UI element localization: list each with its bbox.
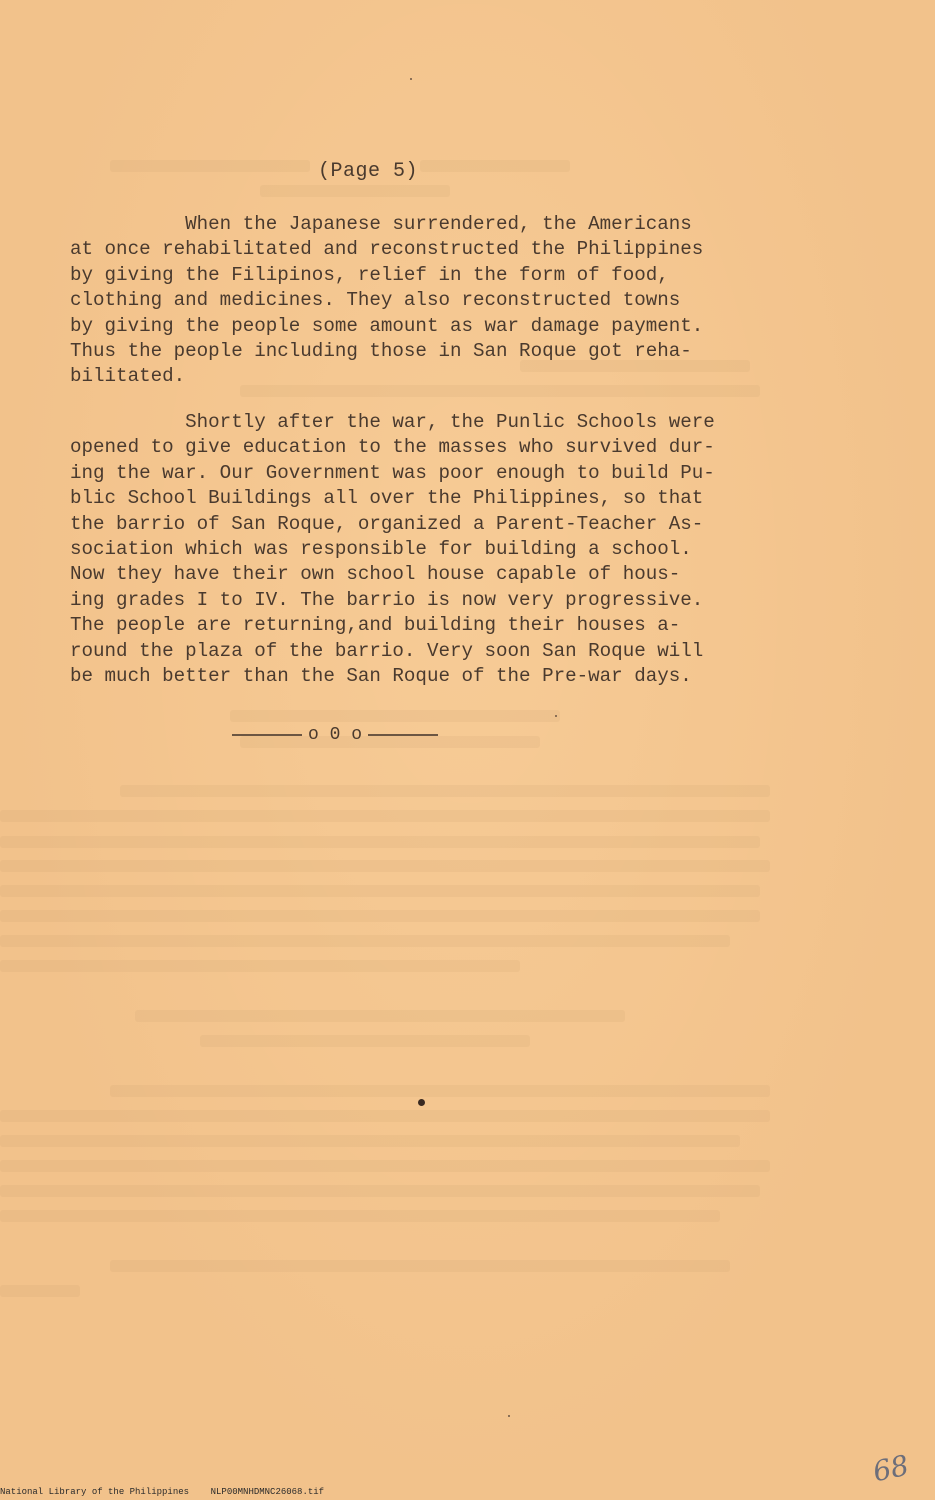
speck	[555, 715, 557, 717]
divider-dash-right	[368, 734, 438, 736]
speck	[508, 1415, 510, 1417]
section-divider	[232, 725, 482, 745]
speck	[410, 78, 412, 80]
divider-dash-left	[232, 734, 302, 736]
ink-dot	[418, 1099, 425, 1106]
source-footer: National Library of the Philippines NLP00MNHDMNC26068.tif	[0, 1487, 325, 1497]
divider-mark: o 0 o	[308, 725, 363, 745]
handwritten-page-number: 68	[869, 1448, 912, 1489]
paragraph-public-schools: Shortly after the war, the Punlic Schools were opened to give education to the masses who survived dur- ing the war. Our Government was poor enough to build Pu- blic School Buildings all over the Philippines, so that the barrio of San Roque, organized a Parent-Teacher As- sociation which was responsible for building a school. Now they have their own school house capable of hous- ing grades I to IV. The barrio is now very progressive. The people are returning,and building their houses a- round the plaza of the barrio. Very soon San Roque will be much better than the San Roque of the Pre-war days.	[70, 411, 715, 688]
paragraph-rehabilitation: When the Japanese surrendered, the Americans at once rehabilitated and reconstructed the Philippines by giving the Filipinos, relief in the form of food, clothing and medicines. They also reconstructed towns by giving the people some amount as war damage payment. Thus the people including those in San Roque got reha- bilitated.	[70, 213, 704, 388]
page-number: (Page 5)	[318, 160, 419, 183]
